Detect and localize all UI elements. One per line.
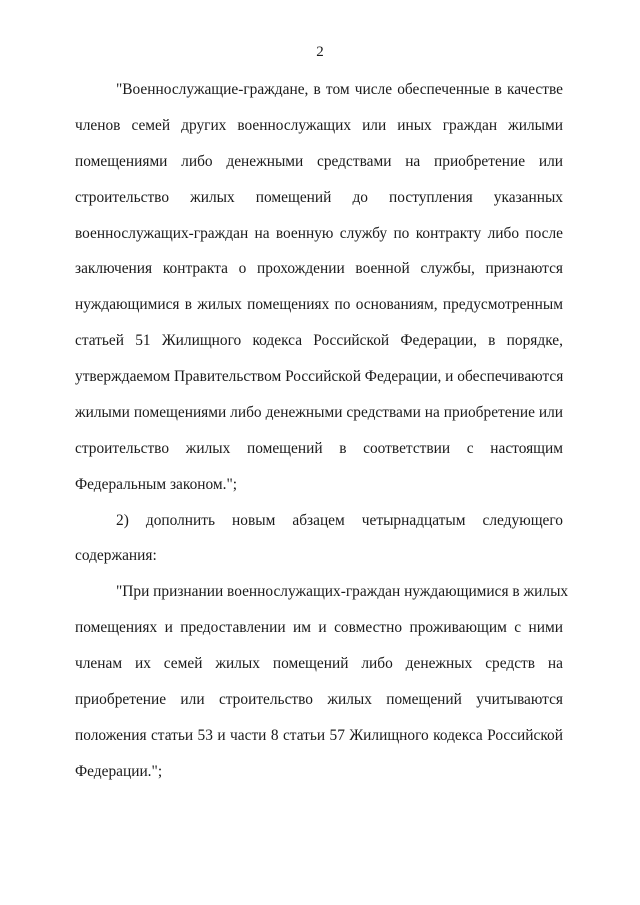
paragraph-3-line-4: приобретение или строительство жилых помещений учитываются [75,691,563,708]
paragraph-1-line-8: статьей 51 Жилищного кодекса Российской Федерации, в порядке, [75,332,563,349]
paragraph-1-line-2: членов семей других военнослужащих или иных граждан жилыми [75,117,563,134]
paragraph-1-line-3: помещениями либо денежными средствами на приобретение или [75,153,563,170]
paragraph-1-line-12: Федеральным законом."; [75,476,238,493]
paragraph-1-line-11: строительство жилых помещений в соответствии с настоящим [75,440,563,457]
paragraph-1-line-9: утверждаемом Правительством Российской Федерации, и обеспечиваются [75,368,564,385]
paragraph-3-line-5: положения статьи 53 и части 8 статьи 57 Жилищного кодекса Российской [75,727,563,744]
paragraph-3-line-1: "При признании военнослужащих-граждан нуждающимися в жилых [116,583,569,600]
item-2-line-1: 2) дополнить новым абзацем четырнадцатым следующего [116,512,563,529]
page-number: 2 [316,44,324,60]
paragraph-1-line-6: заключения контракта о прохождении военной службы, признаются [75,260,563,277]
paragraph-1-line-5: военнослужащих-граждан на военную службу по контракту либо после [75,225,563,242]
item-2-line-2: содержания: [75,547,157,564]
paragraph-3-line-3: членам их семей жилых помещений либо денежных средств на [75,655,563,672]
paragraph-1-line-4: строительство жилых помещений до поступления указанных [75,189,563,206]
paragraph-1-line-10: жилыми помещениями либо денежными средствами на приобретение или [75,404,563,421]
paragraph-3-line-2: помещениях и предоставлении им и совместно проживающим с ними [75,619,563,636]
paragraph-1-line-7: нуждающимися в жилых помещениях по основаниям, предусмотренным [75,296,563,313]
paragraph-3-line-6: Федерации."; [75,763,163,780]
paragraph-1-line-1: "Военнослужащие-граждане, в том числе обеспеченные в качестве [116,81,563,98]
